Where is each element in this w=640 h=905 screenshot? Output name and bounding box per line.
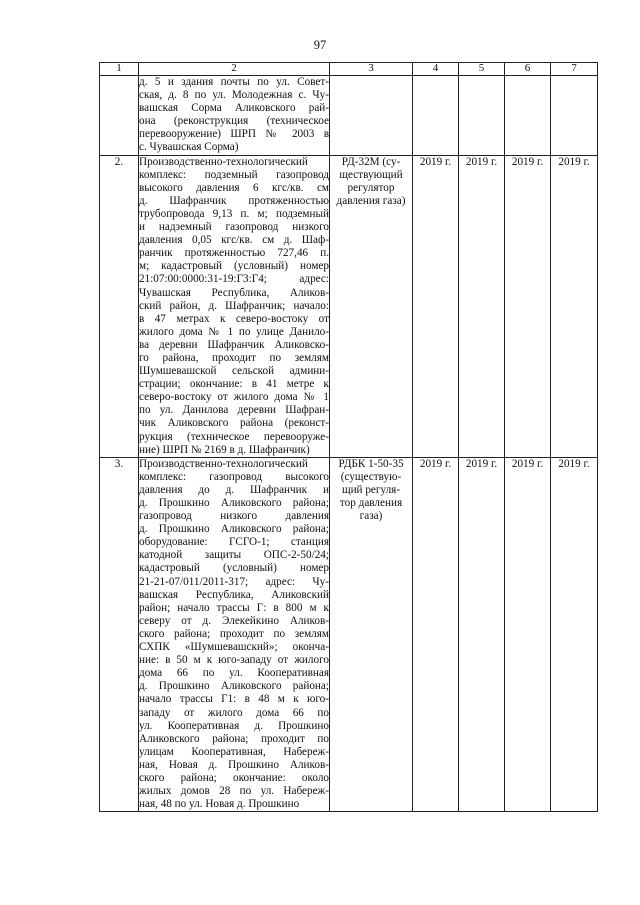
description-line: ная, Новая д. Прошкино Аликов- <box>139 758 329 771</box>
year-cell: 2019 г. <box>505 457 551 812</box>
year-cell: 2019 г. <box>459 457 505 812</box>
description-line: высокого давления 6 кгс/кв. см <box>139 181 329 194</box>
year-cell: 2019 г. <box>459 155 505 457</box>
description-line: комплекс: подземный газопровод <box>139 168 329 181</box>
description-line: рукция (техническое перевооруже- <box>139 430 329 443</box>
description-line: перевооружение) ШРП № 2003 в <box>139 128 329 141</box>
year-cell <box>505 76 551 156</box>
description-line: северу от д. Элекейкино Аликов- <box>139 614 329 627</box>
regulator-line: РДБК 1-50-35 <box>338 457 404 470</box>
column-number-3: 3 <box>330 63 413 76</box>
description-line: 21:07:00:0000:31-19:Г3:Г4; адрес: <box>139 273 329 286</box>
year-cell <box>413 76 459 156</box>
regulator-line: регулятор <box>347 181 395 194</box>
description-line: чик Аликовского района (реконст- <box>139 417 329 430</box>
column-number-6: 6 <box>505 63 551 76</box>
table-row <box>100 155 598 457</box>
description-line: трубопровода 9,13 п. м; подземный <box>139 207 329 220</box>
object-description <box>139 457 330 812</box>
description-line: жилого дома № 1 по улице Данило- <box>139 325 329 338</box>
page-number: 97 <box>313 38 327 52</box>
description-line: начало трассы Г1: в 48 м к юго- <box>139 693 329 706</box>
year-cell: 2019 г. <box>551 457 598 812</box>
description-line: западу от жилого дома 66 по <box>139 706 329 719</box>
table-row <box>100 76 598 156</box>
description-line: Производственно-технологический <box>139 155 308 168</box>
column-number-5: 5 <box>459 63 505 76</box>
description-line: 21-21-07/011/2011-317; адрес: Чу- <box>139 575 329 588</box>
description-line: давления 0,05 кгс/кв. см д. Шаф- <box>139 234 329 247</box>
column-number-1: 1 <box>100 63 139 76</box>
description-line: го района, проходит по землям <box>139 351 329 364</box>
object-description <box>139 76 330 156</box>
description-line: вашская Республика, Аликовский <box>139 588 329 601</box>
description-line: она (реконструкция (техническое <box>139 115 329 128</box>
column-number-2: 2 <box>139 63 330 76</box>
table-row <box>100 457 598 812</box>
description-line: Чувашская Республика, Аликов- <box>139 286 329 299</box>
row-number: 2. <box>100 155 139 457</box>
description-line: кадастровый (условный) номер <box>139 562 329 575</box>
description-line: д. Прошкино Аликовского района; <box>139 680 329 693</box>
regulator-line: газа) <box>359 510 383 523</box>
description-line: ние) ШРП № 2169 в д. Шафранчик) <box>139 443 310 456</box>
description-line: жилых домов 28 по ул. Набереж- <box>139 785 329 798</box>
description-line: Аликовского района; проходит по <box>139 732 329 745</box>
table-header-row <box>100 63 598 76</box>
description-line: д. Прошкино Аликовского района; <box>139 523 329 536</box>
description-line: с. Чувашская Сорма) <box>139 141 239 154</box>
column-number-7: 7 <box>551 63 598 76</box>
description-line: ние: в 50 м к юго-западу от жилого <box>139 654 329 667</box>
row-number: 3. <box>100 457 139 812</box>
description-line: ский район, д. Шафранчик; начало: <box>139 299 329 312</box>
description-line: ского района; проходит по землям <box>139 627 329 640</box>
description-line: Производственно-технологический <box>139 457 308 470</box>
description-line: комплекс: газопровод высокого <box>139 470 329 483</box>
description-line: и надземный газопровод низкого <box>139 221 329 234</box>
description-line: СХПК «Шумшевашский»; оконча- <box>139 641 329 654</box>
year-cell: 2019 г. <box>413 155 459 457</box>
description-line: газопровод низкого давления <box>139 510 329 523</box>
regulator-line: щий регуля- <box>341 483 401 496</box>
description-line: улицам Кооперативная, Набереж- <box>139 745 329 758</box>
description-line: ская, д. 8 по ул. Молодежная с. Чу- <box>139 89 329 102</box>
regulator-cell <box>330 457 413 812</box>
description-line: дома 66 по ул. Кооперативная <box>139 667 329 680</box>
year-cell: 2019 г. <box>413 457 459 812</box>
regulator-cell <box>330 155 413 457</box>
regulator-line: ществующий <box>339 168 403 181</box>
regulator-line: РД-32М (су- <box>341 155 401 168</box>
description-line: д. Шафранчик протяженностью <box>139 194 329 207</box>
column-number-4: 4 <box>413 63 459 76</box>
description-line: катодной защиты ОПС-2-50/24; <box>139 549 329 562</box>
regulator-line: давления газа) <box>336 194 406 207</box>
description-line: ского района; окончание: около <box>139 771 329 784</box>
year-cell: 2019 г. <box>551 155 598 457</box>
description-line: оборудование: ГСГО-1; станция <box>139 536 329 549</box>
regulator-line: тор давления <box>339 497 403 509</box>
year-cell: 2019 г. <box>505 155 551 457</box>
year-cell <box>459 76 505 156</box>
description-line: ва деревни Шафранчик Аликовско- <box>139 338 329 351</box>
description-line: ранчик протяженностью 727,46 п. <box>139 247 329 260</box>
year-cell <box>551 76 598 156</box>
description-line: район; начало трассы Г: в 800 м к <box>139 601 329 614</box>
description-line: страции; окончание: в 41 метре к <box>139 378 329 391</box>
data-table <box>99 62 598 812</box>
description-line: по ул. Данилова деревни Шафран- <box>139 404 329 417</box>
description-line: в 47 метрах к северо-востоку от <box>139 312 329 325</box>
description-line: м; кадастровый (условный) номер <box>139 260 329 273</box>
description-line: ул. Кооперативная д. Прошкино <box>139 719 329 732</box>
description-line: д. Прошкино Аликовского района; <box>139 497 329 509</box>
description-line: ная, 48 по ул. Новая д. Прошкино <box>139 798 300 811</box>
description-line: вашская Сорма Аликовского рай- <box>139 102 329 115</box>
description-line: Шумшевашской сельской админи- <box>139 365 329 378</box>
description-line: д. 5 и здания почты по ул. Совет- <box>139 76 329 88</box>
description-line: давления до д. Шафранчик и <box>139 483 329 496</box>
regulator-line: (существую- <box>340 470 402 483</box>
table-body <box>100 63 598 812</box>
regulator-cell <box>330 76 413 156</box>
description-line: северо-востоку от жилого дома № 1 <box>139 391 329 404</box>
object-description <box>139 155 330 457</box>
row-number <box>100 76 139 156</box>
